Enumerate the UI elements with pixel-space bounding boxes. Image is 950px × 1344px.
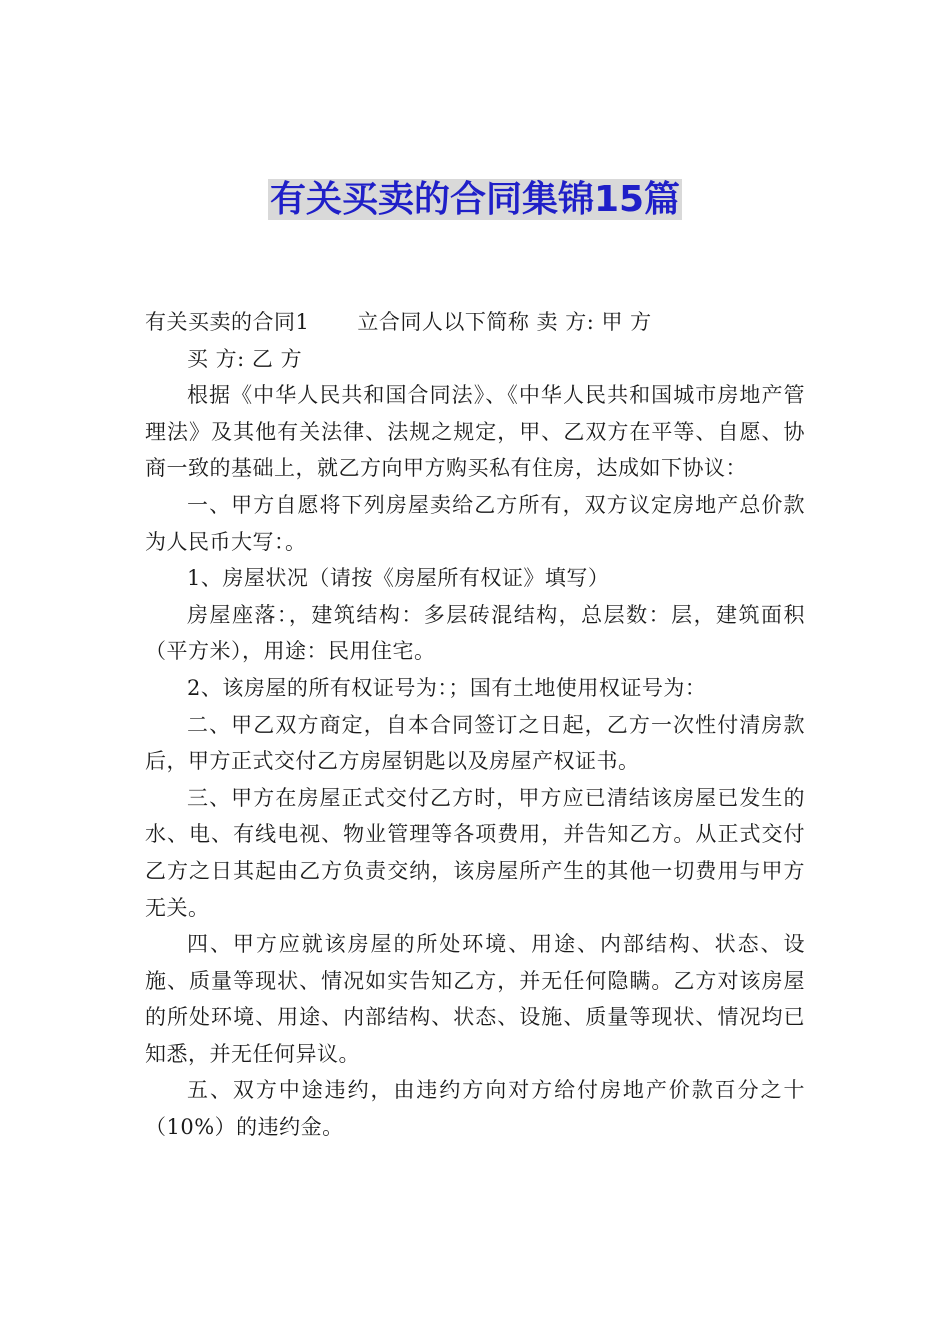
paragraph-house-status: 1、房屋状况（请按《房屋所有权证》填写）: [187, 566, 610, 591]
paragraph-buyer: 买 方: 乙 方: [187, 346, 303, 371]
paragraph-clause-4: 四、甲方应就该房屋的所处环境、用途、内部结构、状态、设施、质量等现状、情况如实告知乙方，并无任何隐瞒。乙方对该房屋的所处环境、用途、内部结构、状态、设施、质量等现状、情况均已知悉，并无任何异议。: [145, 932, 805, 1066]
paragraph-certificate-numbers: 2、该房屋的所有权证号为：；国有土地使用权证号为：: [187, 675, 707, 700]
paragraph-clause-1: 一、甲方自愿将下列房屋卖给乙方所有，双方议定房地产总价款为人民币大写：。: [145, 492, 805, 554]
document-title-text: 有关买卖的合同集锦15篇: [269, 179, 681, 220]
document-title: [0, 176, 950, 224]
contract-heading: 有关买卖的合同1: [145, 310, 310, 334]
paragraph-clause-2: 二、甲乙双方商定，自本合同签订之日起，乙方一次性付清房款后，甲方正式交付乙方房屋钥匙以及房屋产权证书。: [145, 712, 805, 774]
paragraph-preamble: 根据《中华人民共和国合同法》、《中华人民共和国城市房地产管理法》及其他有关法律、法规之规定，甲、乙双方在平等、自愿、协商一致的基础上，就乙方向甲方购买私有住房，达成如下协议：: [145, 383, 805, 481]
paragraph-contract-heading: [145, 304, 805, 341]
paragraph-house-location: 房屋座落：，建筑结构：多层砖混结构，总层数：层，建筑面积（平方米），用途：民用住宅。: [145, 602, 805, 664]
contract-parties-seller: 立合同人以下简称 卖 方: 甲 方: [357, 310, 652, 334]
document-body: [145, 304, 805, 1146]
paragraph-clause-3: 三、甲方在房屋正式交付乙方时，甲方应已清结该房屋已发生的水、电、有线电视、物业管理等各项费用，并告知乙方。从正式交付乙方之日其起由乙方负责交纳，该房屋所产生的其他一切费用与甲方无关。: [145, 785, 805, 920]
paragraph-clause-5: 五、双方中途违约，由违约方向对方给付房地产价款百分之十（10%）的违约金。: [145, 1078, 805, 1140]
